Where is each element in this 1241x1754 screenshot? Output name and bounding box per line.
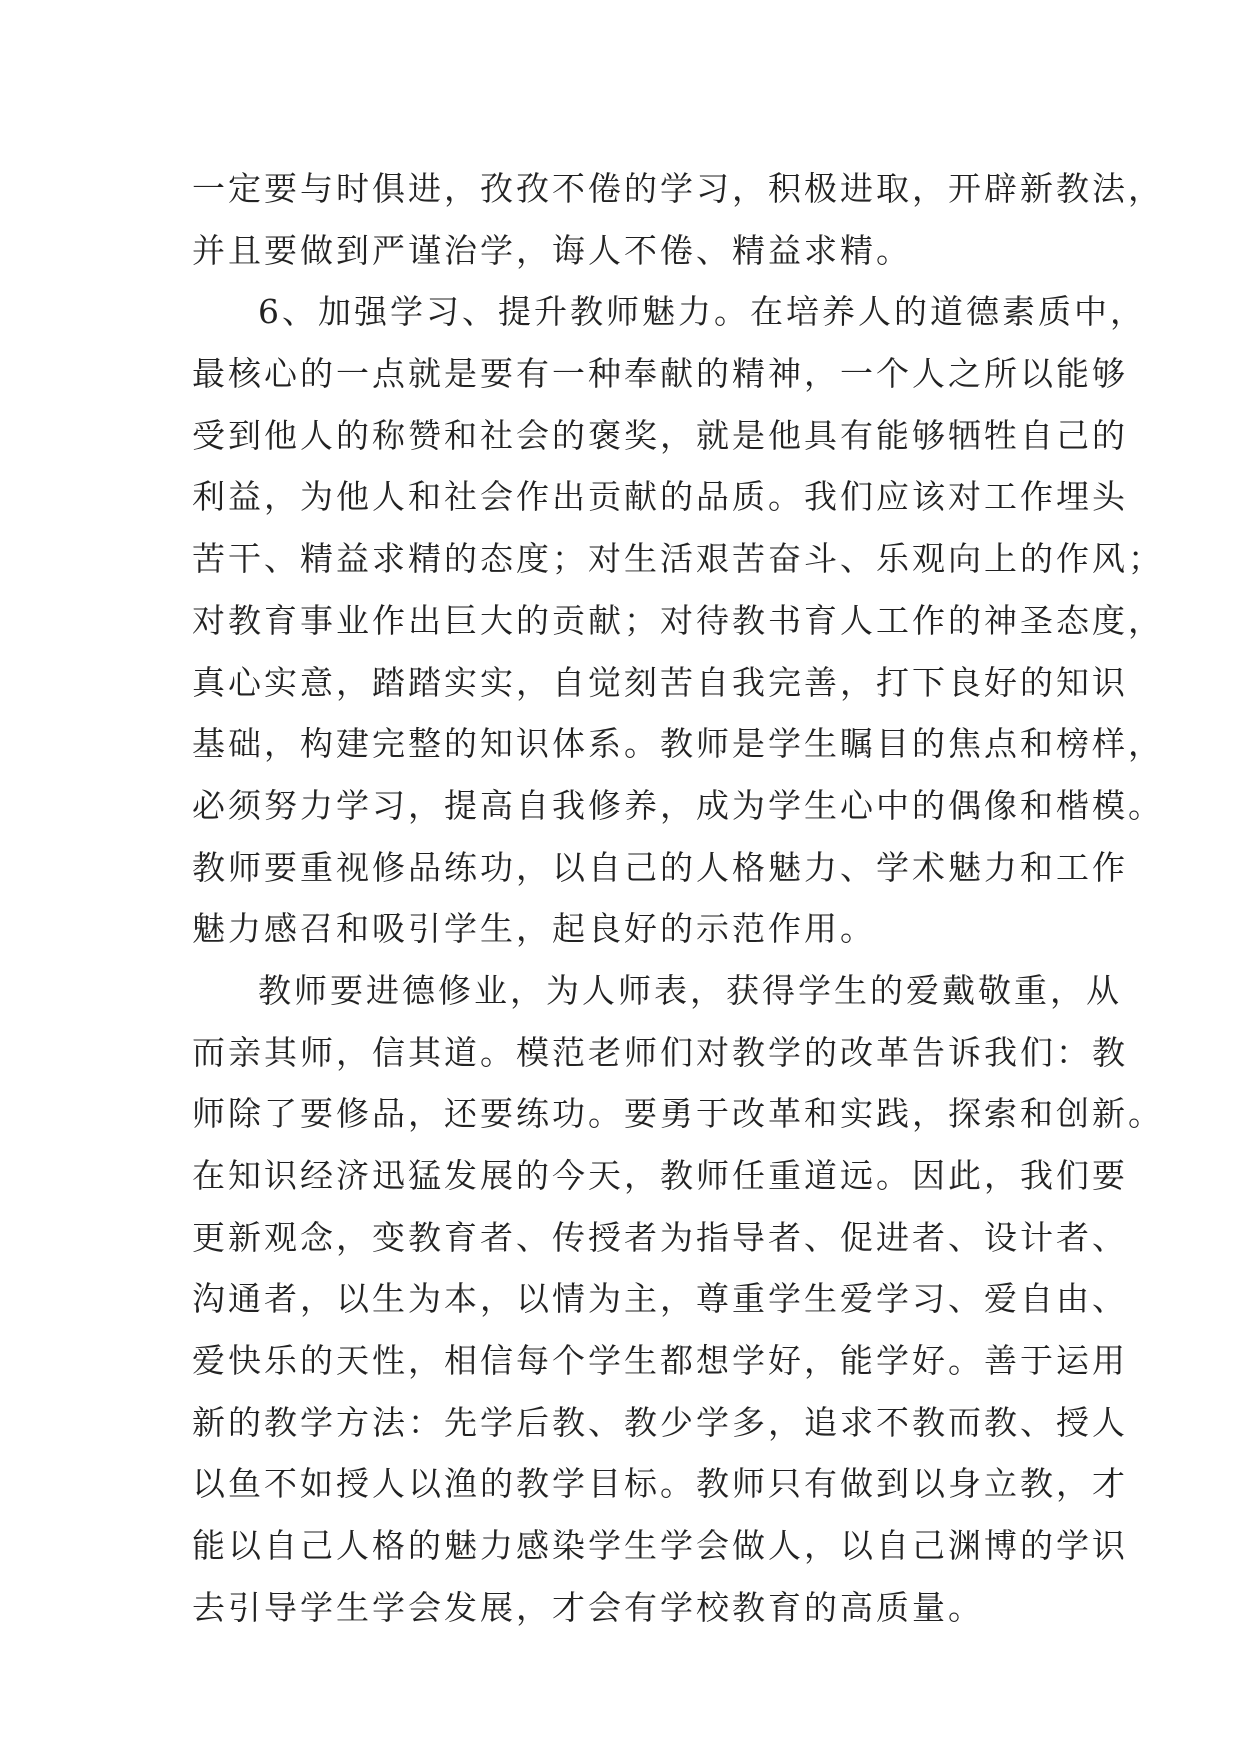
- text-line: 必须努力学习，提高自我修养，成为学生心中的偶像和楷模。: [192, 785, 1164, 825]
- text-line: 去引导学生学会发展，才会有学校教育的高质量。: [192, 1587, 984, 1627]
- text-line: 以鱼不如授人以渔的教学目标。教师只有做到以身立教，才: [192, 1464, 1128, 1504]
- document-body: [192, 158, 1164, 1639]
- text-line: 教师要重视修品练功，以自己的人格魅力、学术魅力和工作: [192, 847, 1128, 887]
- text-line: 真心实意，踏踏实实，自觉刻苦自我完善，打下良好的知识: [192, 662, 1128, 702]
- text-line: 最核心的一点就是要有一种奉献的精神，一个人之所以能够: [192, 354, 1128, 394]
- text-line: 苦干、精益求精的态度；对生活艰苦奋斗、乐观向上的作风；: [192, 539, 1164, 579]
- text-line: 爱快乐的天性，相信每个学生都想学好，能学好。善于运用: [192, 1341, 1128, 1381]
- text-line: 一定要与时俱进，孜孜不倦的学习，积极进取，开辟新教法，: [192, 169, 1164, 208]
- text-line: 并且要做到严谨治学，诲人不倦、精益求精。: [192, 230, 912, 270]
- paragraph-start-line: 6、加强学习、提升教师魅力。在培养人的道德素质中，: [258, 292, 1146, 332]
- text-line: 受到他人的称赞和社会的褒奖，就是他具有能够牺牲自己的: [192, 415, 1128, 455]
- text-line: 而亲其师，信其道。模范老师们对教学的改革告诉我们：教: [192, 1032, 1128, 1072]
- text-line: 利益，为他人和社会作出贡献的品质。我们应该对工作埋头: [192, 477, 1128, 517]
- paragraph-start-line: 教师要进德修业，为人师表，获得学生的爱戴敬重，从: [258, 970, 1122, 1010]
- text-line: 能以自己人格的魅力感染学生学会做人，以自己渊博的学识: [192, 1526, 1128, 1566]
- text-line: 魅力感召和吸引学生，起良好的示范作用。: [192, 909, 876, 949]
- text-line: 更新观念，变教育者、传授者为指导者、促进者、设计者、: [192, 1217, 1128, 1257]
- text-line: 师除了要修品，还要练功。要勇于改革和实践，探索和创新。: [192, 1094, 1164, 1134]
- text-line: 沟通者，以生为本，以情为主，尊重学生爱学习、爱自由、: [192, 1279, 1128, 1319]
- text-line: 对教育事业作出巨大的贡献；对待教书育人工作的神圣态度，: [192, 600, 1164, 640]
- text-line: 在知识经济迅猛发展的今天，教师任重道远。因此，我们要: [192, 1156, 1128, 1195]
- text-line: 基础，构建完整的知识体系。教师是学生瞩目的焦点和榜样，: [192, 724, 1164, 764]
- text-line: 新的教学方法：先学后教、教少学多，追求不教而教、授人: [192, 1402, 1128, 1442]
